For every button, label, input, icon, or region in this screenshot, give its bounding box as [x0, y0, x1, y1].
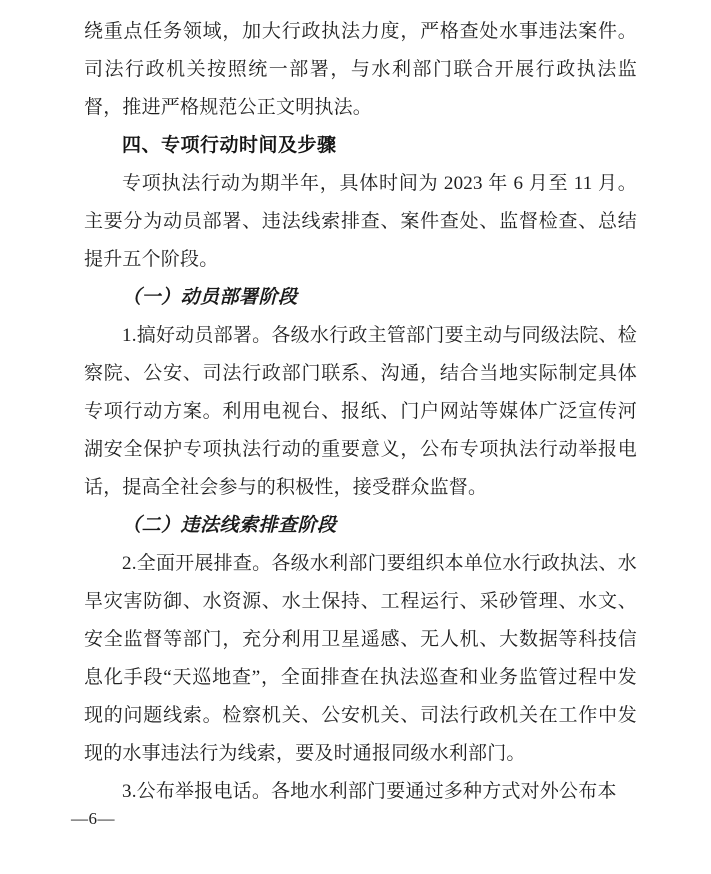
page-number: —6—	[71, 809, 115, 828]
stage-subheading-1: （一）动员部署阶段	[122, 287, 298, 308]
paragraph-investigation: 2.全面开展排查。各级水利部门要组织本单位水行政执法、水旱灾害防御、水资源、水土保持、工程运行、采砂管理、水文、安全监督等部门，充分利用卫星遥感、无人机、大数据等科技信息化手段“天巡地查”，全面排查在执法巡查和业务监管过程中发现的问题线索。检察机关、公安机关、司法行政机关在工作中发现的水事违法行为线索，要及时通报同级水利部门。	[84, 553, 637, 764]
paragraph-hotline: 3.公布举报电话。各地水利部门要通过多种方式对外公布本	[122, 781, 617, 802]
paragraph-continuation: 绕重点任务领域，加大行政执法力度，严格查处水事违法案件。司法行政机关按照统一部署，与水利部门联合开展行政执法监督，推进严格规范公正文明执法。	[84, 21, 637, 118]
stage-subheading-2: （二）违法线索排查阶段	[122, 515, 337, 536]
paragraph-mobilization: 1.搞好动员部署。各级水行政主管部门要主动与同级法院、检察院、公安、司法行政部门联系、沟通，结合当地实际制定具体专项行动方案。利用电视台、报纸、门户网站等媒体广泛宣传河湖安全保护专项执法行动的重要意义，公布专项执法行动举报电话，提高全社会参与的积极性，接受群众监督。	[84, 325, 637, 498]
paragraph-timeline: 专项执法行动为期半年，具体时间为 2023 年 6 月至 11 月。主要分为动员部署、违法线索排查、案件查处、监督检查、总结提升五个阶段。	[84, 173, 637, 270]
section-heading-4: 四、专项行动时间及步骤	[122, 135, 337, 156]
